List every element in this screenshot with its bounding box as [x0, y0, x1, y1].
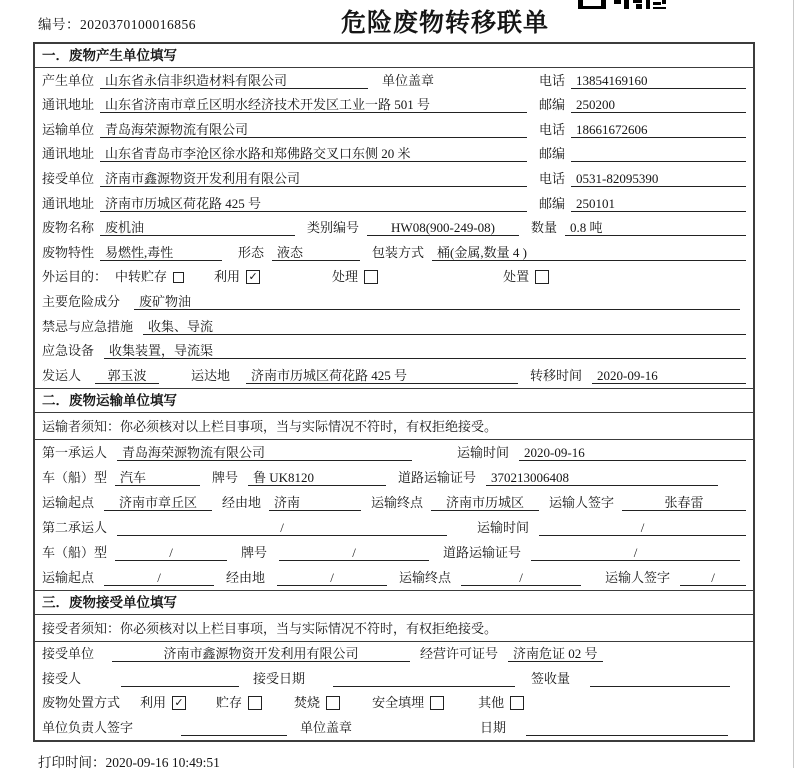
pack-label: 包装方式	[372, 244, 425, 260]
waste-name-value: 废机油	[100, 219, 295, 236]
carrier2-value: /	[117, 519, 447, 536]
addr1-label: 通讯地址	[42, 97, 95, 113]
origin2-label: 运输起点	[42, 569, 95, 585]
hazard-value: 废矿物油	[134, 293, 740, 310]
serial-label: 编号：	[38, 17, 80, 32]
row-transporter	[35, 117, 753, 142]
producer-label: 产生单位	[42, 72, 95, 88]
dest-label: 运达地	[191, 367, 231, 383]
page-edge-line	[793, 0, 794, 768]
zip1-label: 邮编	[538, 97, 565, 113]
sign1-label: 运输人签字	[549, 494, 615, 510]
manifest-form	[33, 42, 755, 742]
addr3-value: 济南市历城区荷花路 425 号	[100, 195, 527, 212]
origin1-label: 运输起点	[42, 494, 95, 510]
row-taboo	[35, 314, 753, 339]
via1-label: 经由地	[222, 494, 262, 510]
purpose-label: 外运目的：	[42, 269, 108, 285]
receive-unit-label: 接受单位	[42, 646, 95, 662]
disposal-other-checkbox	[510, 696, 524, 710]
end1-label: 运输终点	[371, 494, 424, 510]
purpose-dispose-checkbox	[535, 270, 549, 284]
receive-unit-value: 济南市鑫源物资开发利用有限公司	[112, 645, 410, 662]
plate2-value: /	[279, 544, 429, 561]
end2-label: 运输终点	[399, 569, 452, 585]
addr2-label: 通讯地址	[42, 146, 95, 162]
row-route1	[35, 490, 753, 515]
print-time-label: 打印时间：	[38, 755, 106, 770]
transport-notice	[35, 413, 753, 440]
carrier2-label: 第二承运人	[42, 519, 108, 535]
row-receive-unit	[35, 642, 753, 667]
page-title: 危险废物转移联单	[340, 10, 549, 37]
section-transport	[35, 388, 753, 590]
row-responsible-sign	[35, 715, 753, 740]
unit-seal-label: 单位盖章	[382, 72, 435, 88]
row-hazard	[35, 289, 753, 314]
vehicle1-label: 车（船）型	[42, 469, 108, 485]
permit2-value: /	[531, 544, 740, 561]
category-label: 类别编号	[307, 220, 360, 236]
end1-value: 济南市历城区	[431, 494, 539, 511]
receiver-value: 济南市鑫源物资开发利用有限公司	[100, 170, 527, 187]
phone3-label: 电话	[538, 170, 565, 186]
purpose-transfer-checkbox	[173, 272, 184, 283]
row-carrier1	[35, 440, 753, 465]
section-producer	[35, 44, 753, 388]
hazard-label: 主要危险成分	[42, 293, 121, 309]
date-label: 日期	[480, 719, 507, 735]
taboo-value: 收集、导流	[143, 318, 746, 335]
purpose-transfer-label: 中转贮存	[115, 269, 168, 285]
responsible-sign-value	[181, 719, 287, 736]
equipment-value: 收集装置，导流渠	[104, 342, 746, 359]
trait-label: 废物特性	[42, 244, 95, 260]
amount-label: 签收量	[531, 670, 571, 686]
qr-code-fragment	[578, 0, 666, 10]
phone1-label: 电话	[538, 72, 565, 88]
purpose-treat-checkbox	[364, 270, 378, 284]
license-value: 济南危证 02 号	[508, 645, 603, 662]
disposal-store-checkbox	[248, 696, 262, 710]
row-producer-address	[35, 93, 753, 118]
disposal-use-checkbox: ✓	[172, 696, 186, 710]
print-time-value: 2020-09-16 10:49:51	[105, 755, 220, 770]
zip2-label: 邮编	[538, 146, 565, 162]
purpose-treat-label: 处理	[332, 269, 359, 285]
carrier1-label: 第一承运人	[42, 444, 108, 460]
row-receiver	[35, 166, 753, 191]
phone2-value: 18661672606	[571, 121, 746, 138]
transfer-time-value: 2020-09-16	[592, 367, 746, 384]
disposal-use-label: 利用	[140, 695, 167, 711]
origin1-value: 济南市章丘区	[104, 494, 212, 511]
row-purpose	[35, 265, 753, 290]
phone3-value: 0531-82095390	[571, 170, 746, 187]
waste-name-label: 废物名称	[42, 220, 95, 236]
via2-value: /	[277, 569, 387, 586]
qty-value: 0.8 吨	[565, 219, 746, 236]
transporter-label: 运输单位	[42, 121, 95, 137]
purpose-use-label: 利用	[214, 269, 241, 285]
disposal-burn-checkbox	[326, 696, 340, 710]
transport-notice-text: 运输者须知：你必须核对以上栏目事项，当与实际情况不符时，有权拒绝接受。	[42, 419, 498, 435]
zip3-value: 250101	[571, 195, 746, 212]
equipment-label: 应急设备	[42, 343, 95, 359]
permit2-label: 道路运输证号	[443, 544, 522, 560]
shipper-value: 郭玉波	[95, 367, 159, 384]
section-receiver	[35, 590, 753, 740]
row-carrier2	[35, 515, 753, 540]
transporter-value: 青岛海荣源物流有限公司	[100, 121, 527, 138]
form-label: 形态	[238, 244, 265, 260]
plate2-label: 牌号	[241, 544, 268, 560]
receiver-seal-label: 单位盖章	[300, 719, 353, 735]
vehicle2-label: 车（船）型	[42, 544, 108, 560]
disposal-burn-label: 焚烧	[294, 695, 321, 711]
row-recipient	[35, 666, 753, 691]
dest-value: 济南市历城区荷花路 425 号	[246, 367, 518, 384]
print-time	[38, 751, 220, 771]
sign1-value: 张春雷	[622, 494, 746, 511]
receive-date-label: 接受日期	[253, 670, 306, 686]
section-transport-title: 二．废物运输单位填写	[35, 388, 753, 413]
phone1-value: 13854169160	[571, 72, 746, 89]
amount-value	[590, 670, 730, 687]
recipient-label: 接受人	[42, 670, 82, 686]
purpose-dispose-label: 处置	[503, 269, 530, 285]
vehicle1-value: 汽车	[115, 469, 200, 486]
taboo-label: 禁忌与应急措施	[42, 318, 134, 334]
form-value: 液态	[272, 244, 360, 261]
sign2-label: 运输人签字	[605, 569, 671, 585]
permit1-value: 370213006408	[486, 469, 718, 486]
purpose-use-checkbox: ✓	[246, 270, 260, 284]
disposal-landfill-checkbox	[430, 696, 444, 710]
via1-value: 济南	[269, 494, 361, 511]
category-value: HW08(900-249-08)	[367, 219, 519, 236]
trait-value: 易燃性,毒性	[100, 244, 222, 261]
shipper-label: 发运人	[42, 367, 82, 383]
producer-value: 山东省永信非织造材料有限公司	[100, 72, 368, 89]
pack-value: 桶(金属,数量 4 )	[432, 244, 746, 261]
disposal-other-label: 其他	[478, 695, 505, 711]
row-receiver-address	[35, 191, 753, 216]
transfer-time-label: 转移时间	[530, 367, 583, 383]
addr1-value: 山东省济南市章丘区明水经济技术开发区工业一路 501 号	[100, 96, 527, 113]
receiver-notice	[35, 615, 753, 642]
end2-value: /	[461, 569, 581, 586]
serial-number: 2020370100016856	[80, 17, 196, 32]
addr3-label: 通讯地址	[42, 195, 95, 211]
disposal-store-label: 贮存	[216, 695, 243, 711]
zip2-value	[571, 145, 746, 162]
carrier1-value: 青岛海荣源物流有限公司	[117, 444, 412, 461]
via2-label: 经由地	[226, 569, 266, 585]
time2-value: /	[539, 519, 746, 536]
disposal-landfill-label: 安全填埋	[372, 695, 425, 711]
sign2-value: /	[680, 569, 746, 586]
row-vehicle2	[35, 540, 753, 565]
row-transporter-address	[35, 142, 753, 167]
license-label: 经营许可证号	[420, 646, 499, 662]
row-disposal	[35, 691, 753, 716]
origin2-value: /	[104, 569, 214, 586]
section-producer-title: 一．废物产生单位填写	[35, 44, 753, 68]
addr2-value: 山东省青岛市李沧区徐水路和郑佛路交叉口东侧 20 米	[100, 145, 527, 162]
qty-label: 数量	[531, 220, 558, 236]
vehicle2-value: /	[115, 544, 227, 561]
row-route2	[35, 565, 753, 590]
plate1-label: 牌号	[212, 469, 239, 485]
recipient-value	[121, 670, 239, 687]
time1-value: 2020-09-16	[519, 444, 746, 461]
responsible-sign-label: 单位负责人签字	[42, 719, 134, 735]
disposal-label: 废物处置方式	[42, 695, 121, 711]
receiver-notice-text: 接受者须知：你必须核对以上栏目事项，当与实际情况不符时，有权拒绝接受。	[42, 621, 498, 637]
section-receiver-title: 三．废物接受单位填写	[35, 590, 753, 615]
receiver-label: 接受单位	[42, 170, 95, 186]
receive-date-value	[333, 670, 515, 687]
row-equipment	[35, 339, 753, 364]
zip1-value: 250200	[571, 96, 746, 113]
zip3-label: 邮编	[538, 195, 565, 211]
row-waste-trait	[35, 240, 753, 265]
row-waste-name	[35, 216, 753, 241]
permit1-label: 道路运输证号	[398, 469, 477, 485]
time2-label: 运输时间	[477, 519, 530, 535]
row-producer	[35, 68, 753, 93]
time1-label: 运输时间	[457, 444, 510, 460]
phone2-label: 电话	[538, 121, 565, 137]
date-value	[526, 719, 728, 736]
row-shipper	[35, 363, 753, 388]
plate1-value: 鲁 UK8120	[248, 469, 386, 486]
row-vehicle1	[35, 465, 753, 490]
